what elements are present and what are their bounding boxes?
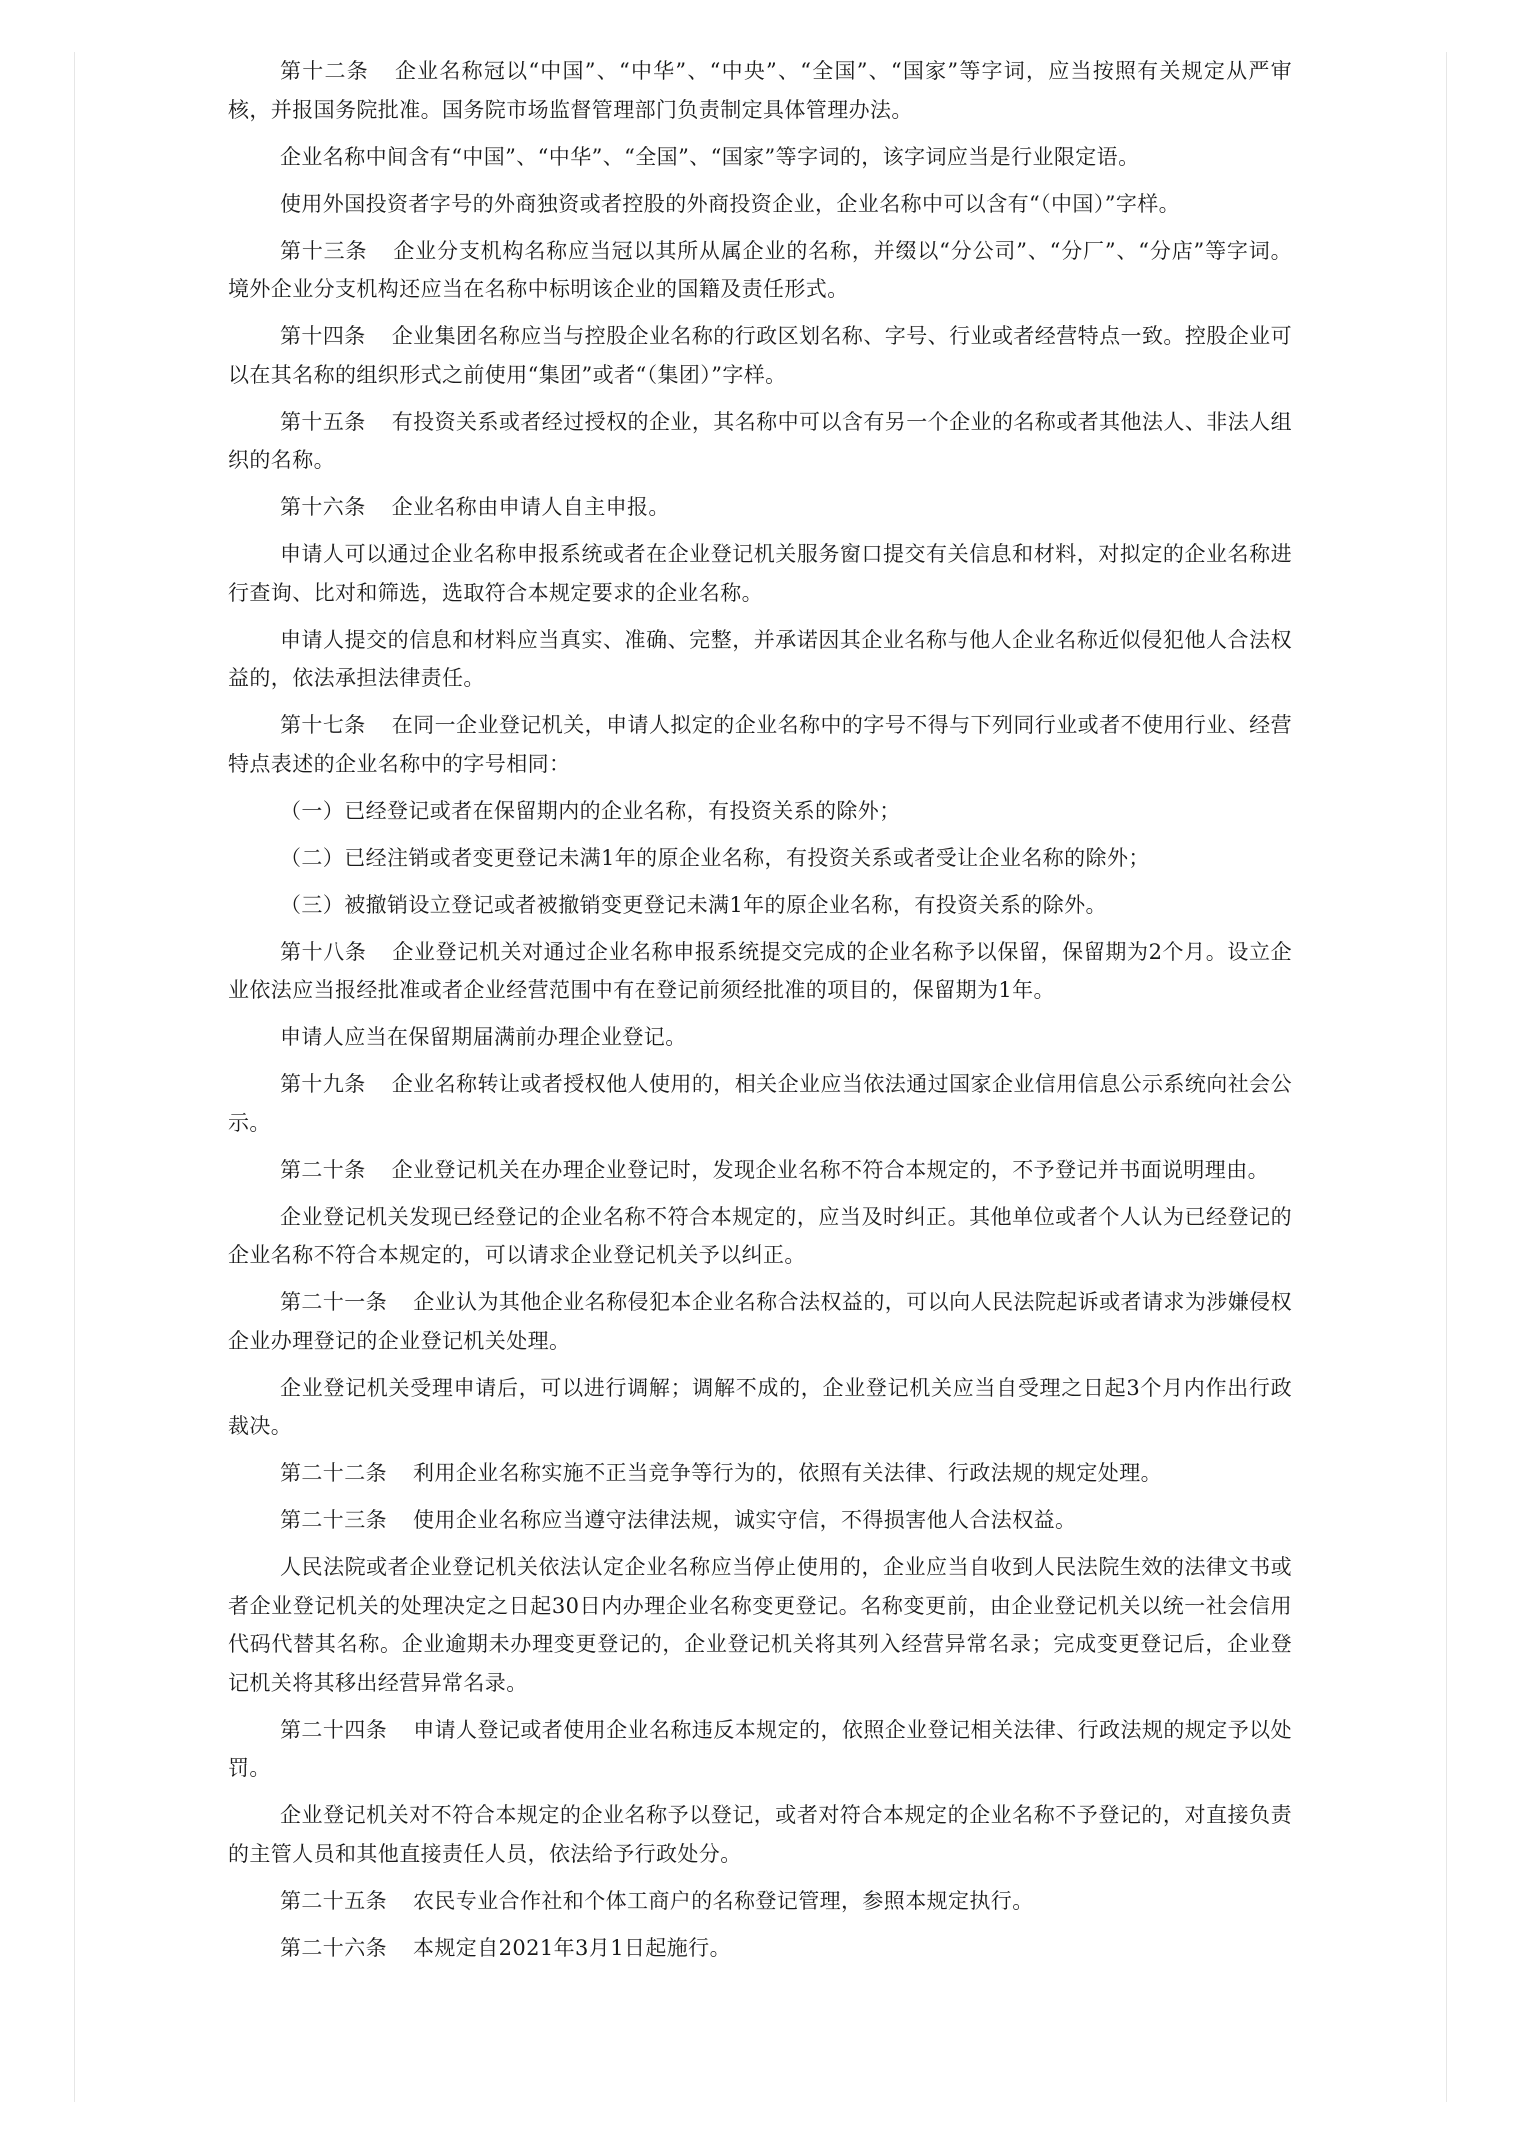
paragraph-text: 人民法院或者企业登记机关依法认定企业名称应当停止使用的，企业应当自收到人民法院生效的法律文书或者企业登记机关的处理决定之日起30日内办理企业名称变更登记。名称变更前，由企业登记机关以统一社会信用代码代替其名称。企业逾期未办理变更登记的，企业登记机关将其列入经营异常名录；完成变更登记后，企业登记机关将其移出经营异常名录。 xyxy=(228,1555,1292,1695)
paragraph-article-12 xyxy=(228,52,1292,129)
paragraph-text: 企业登记机关在办理企业登记时，发现企业名称不符合本规定的，不予登记并书面说明理由。 xyxy=(391,1157,1270,1182)
paragraph-article-26 xyxy=(228,1929,1292,1968)
paragraph-text: 利用企业名称实施不正当竞争等行为的，依照有关法律、行政法规的规定处理。 xyxy=(413,1461,1162,1485)
paragraph-text: 企业名称冠以“中国”、“中华”、“中央”、“全国”、“国家”等字词，应当按照有关规定从严审核，并报国务院批准。国务院市场监督管理部门负责制定具体管理办法。 xyxy=(228,59,1292,122)
paragraph-text: 企业集团名称应当与控股企业名称的行政区划名称、字号、行业或者经营特点一致。控股企业可以在其名称的组织形式之前使用“集团”或者“（集团）”字样。 xyxy=(228,324,1292,387)
paragraph xyxy=(228,1796,1292,1873)
article-number: 第十七条 xyxy=(280,713,366,737)
article-number: 第二十二条 xyxy=(280,1461,387,1485)
paragraph-text: 申请人应当在保留期届满前办理企业登记。 xyxy=(280,1025,687,1049)
list-item xyxy=(228,886,1292,925)
article-number: 第十三条 xyxy=(280,238,368,263)
paragraph-article-18 xyxy=(228,933,1292,1010)
paragraph-text: 使用外国投资者字号的外商独资或者控股的外商投资企业，企业名称中可以含有“（中国）”字样。 xyxy=(280,191,1181,216)
paragraph-text: 申请人可以通过企业名称申报系统或者在企业登记机关服务窗口提交有关信息和材料，对拟定的企业名称进行查询、比对和筛选，选取符合本规定要求的企业名称。 xyxy=(228,542,1292,605)
document-body xyxy=(228,52,1292,1976)
paragraph-text: 农民专业合作社和个体工商户的名称登记管理，参照本规定执行。 xyxy=(413,1888,1034,1913)
article-number: 第二十三条 xyxy=(280,1508,387,1532)
article-number: 第二十四条 xyxy=(280,1717,388,1742)
article-number: 第十九条 xyxy=(280,1072,366,1096)
page-border-left xyxy=(74,52,75,2102)
paragraph-text: 申请人登记或者使用企业名称违反本规定的，依照企业登记相关法律、行政法规的规定予以处罚。 xyxy=(228,1717,1293,1780)
paragraph xyxy=(228,138,1292,177)
paragraph-article-17 xyxy=(228,706,1292,783)
article-number: 第十二条 xyxy=(280,59,369,83)
paragraph-text: 本规定自2021年3月1日起施行。 xyxy=(413,1935,731,1960)
paragraph-text: 申请人提交的信息和材料应当真实、准确、完整，并承诺因其企业名称与他人企业名称近似侵犯他人合法权益的，依法承担法律责任。 xyxy=(228,627,1292,690)
article-number: 第二十六条 xyxy=(280,1935,387,1960)
article-number: 第二十一条 xyxy=(280,1290,388,1314)
paragraph xyxy=(228,1018,1292,1057)
list-item xyxy=(228,792,1292,831)
paragraph-article-22 xyxy=(228,1454,1292,1493)
paragraph xyxy=(228,535,1292,612)
paragraph-article-14 xyxy=(228,317,1292,394)
paragraph xyxy=(228,1548,1292,1702)
article-number: 第十四条 xyxy=(280,324,366,348)
paragraph xyxy=(228,1198,1292,1275)
paragraph-text: 有投资关系或者经过授权的企业，其名称中可以含有另一个企业的名称或者其他法人、非法人组织的名称。 xyxy=(228,409,1292,472)
paragraph-text: 企业登记机关发现已经登记的企业名称不符合本规定的，应当及时纠正。其他单位或者个人认为已经登记的企业名称不符合本规定的，可以请求企业登记机关予以纠正。 xyxy=(228,1204,1292,1267)
paragraph-text: 企业认为其他企业名称侵犯本企业名称合法权益的，可以向人民法院起诉或者请求为涉嫌侵权企业办理登记的企业登记机关处理。 xyxy=(228,1290,1293,1353)
article-number: 第二十五条 xyxy=(280,1888,387,1913)
list-item-text: （一）已经登记或者在保留期内的企业名称，有投资关系的除外； xyxy=(280,798,901,823)
paragraph-article-25 xyxy=(228,1882,1292,1921)
paragraph-article-13 xyxy=(228,232,1292,309)
list-item-text: （二）已经注销或者变更登记未满1年的原企业名称，有投资关系或者受让企业名称的除外； xyxy=(280,845,1150,870)
paragraph xyxy=(228,621,1292,698)
paragraph-article-16 xyxy=(228,488,1292,527)
article-number: 第十六条 xyxy=(280,495,366,519)
paragraph xyxy=(228,1369,1292,1446)
paragraph-text: 使用企业名称应当遵守法律法规，诚实守信，不得损害他人合法权益。 xyxy=(413,1508,1077,1532)
article-number: 第十八条 xyxy=(280,939,367,964)
article-number: 第十五条 xyxy=(280,409,366,434)
paragraph-article-15 xyxy=(228,403,1292,480)
paragraph-text: 企业登记机关受理申请后，可以进行调解；调解不成的，企业登记机关应当自受理之日起3个月内作出行政裁决。 xyxy=(228,1375,1292,1438)
paragraph xyxy=(228,185,1292,224)
paragraph-text: 企业分支机构名称应当冠以其所从属企业的名称，并缀以“分公司”、“分厂”、“分店”等字词。境外企业分支机构还应当在名称中标明该企业的国籍及责任形式。 xyxy=(228,238,1292,301)
paragraph-article-23 xyxy=(228,1501,1292,1540)
page-border-right xyxy=(1446,52,1447,2102)
paragraph-article-21 xyxy=(228,1283,1292,1360)
paragraph-text: 企业名称转让或者授权他人使用的，相关企业应当依法通过国家企业信用信息公示系统向社会公示。 xyxy=(228,1072,1292,1135)
paragraph-text: 企业登记机关对通过企业名称申报系统提交完成的企业名称予以保留，保留期为2个月。设立企业依法应当报经批准或者企业经营范围中有在登记前须经批准的项目的，保留期为1年。 xyxy=(228,939,1292,1002)
paragraph-article-19 xyxy=(228,1065,1292,1142)
paragraph-text: 企业名称中间含有“中国”、“中华”、“全国”、“国家”等字词的，该字词应当是行业限定语。 xyxy=(280,144,1140,169)
paragraph-article-24 xyxy=(228,1711,1292,1788)
paragraph-text: 在同一企业登记机关，申请人拟定的企业名称中的字号不得与下列同行业或者不使用行业、经营特点表述的企业名称中的字号相同： xyxy=(228,713,1292,776)
article-number: 第二十条 xyxy=(280,1157,366,1182)
paragraph-article-20 xyxy=(228,1151,1292,1190)
list-item-text: （三）被撤销设立登记或者被撤销变更登记未满1年的原企业名称，有投资关系的除外。 xyxy=(280,892,1107,917)
paragraph-text: 企业登记机关对不符合本规定的企业名称予以登记，或者对符合本规定的企业名称不予登记的，对直接负责的主管人员和其他直接责任人员，依法给予行政处分。 xyxy=(228,1803,1292,1866)
paragraph-text: 企业名称由申请人自主申报。 xyxy=(391,495,670,519)
list-item xyxy=(228,839,1292,878)
